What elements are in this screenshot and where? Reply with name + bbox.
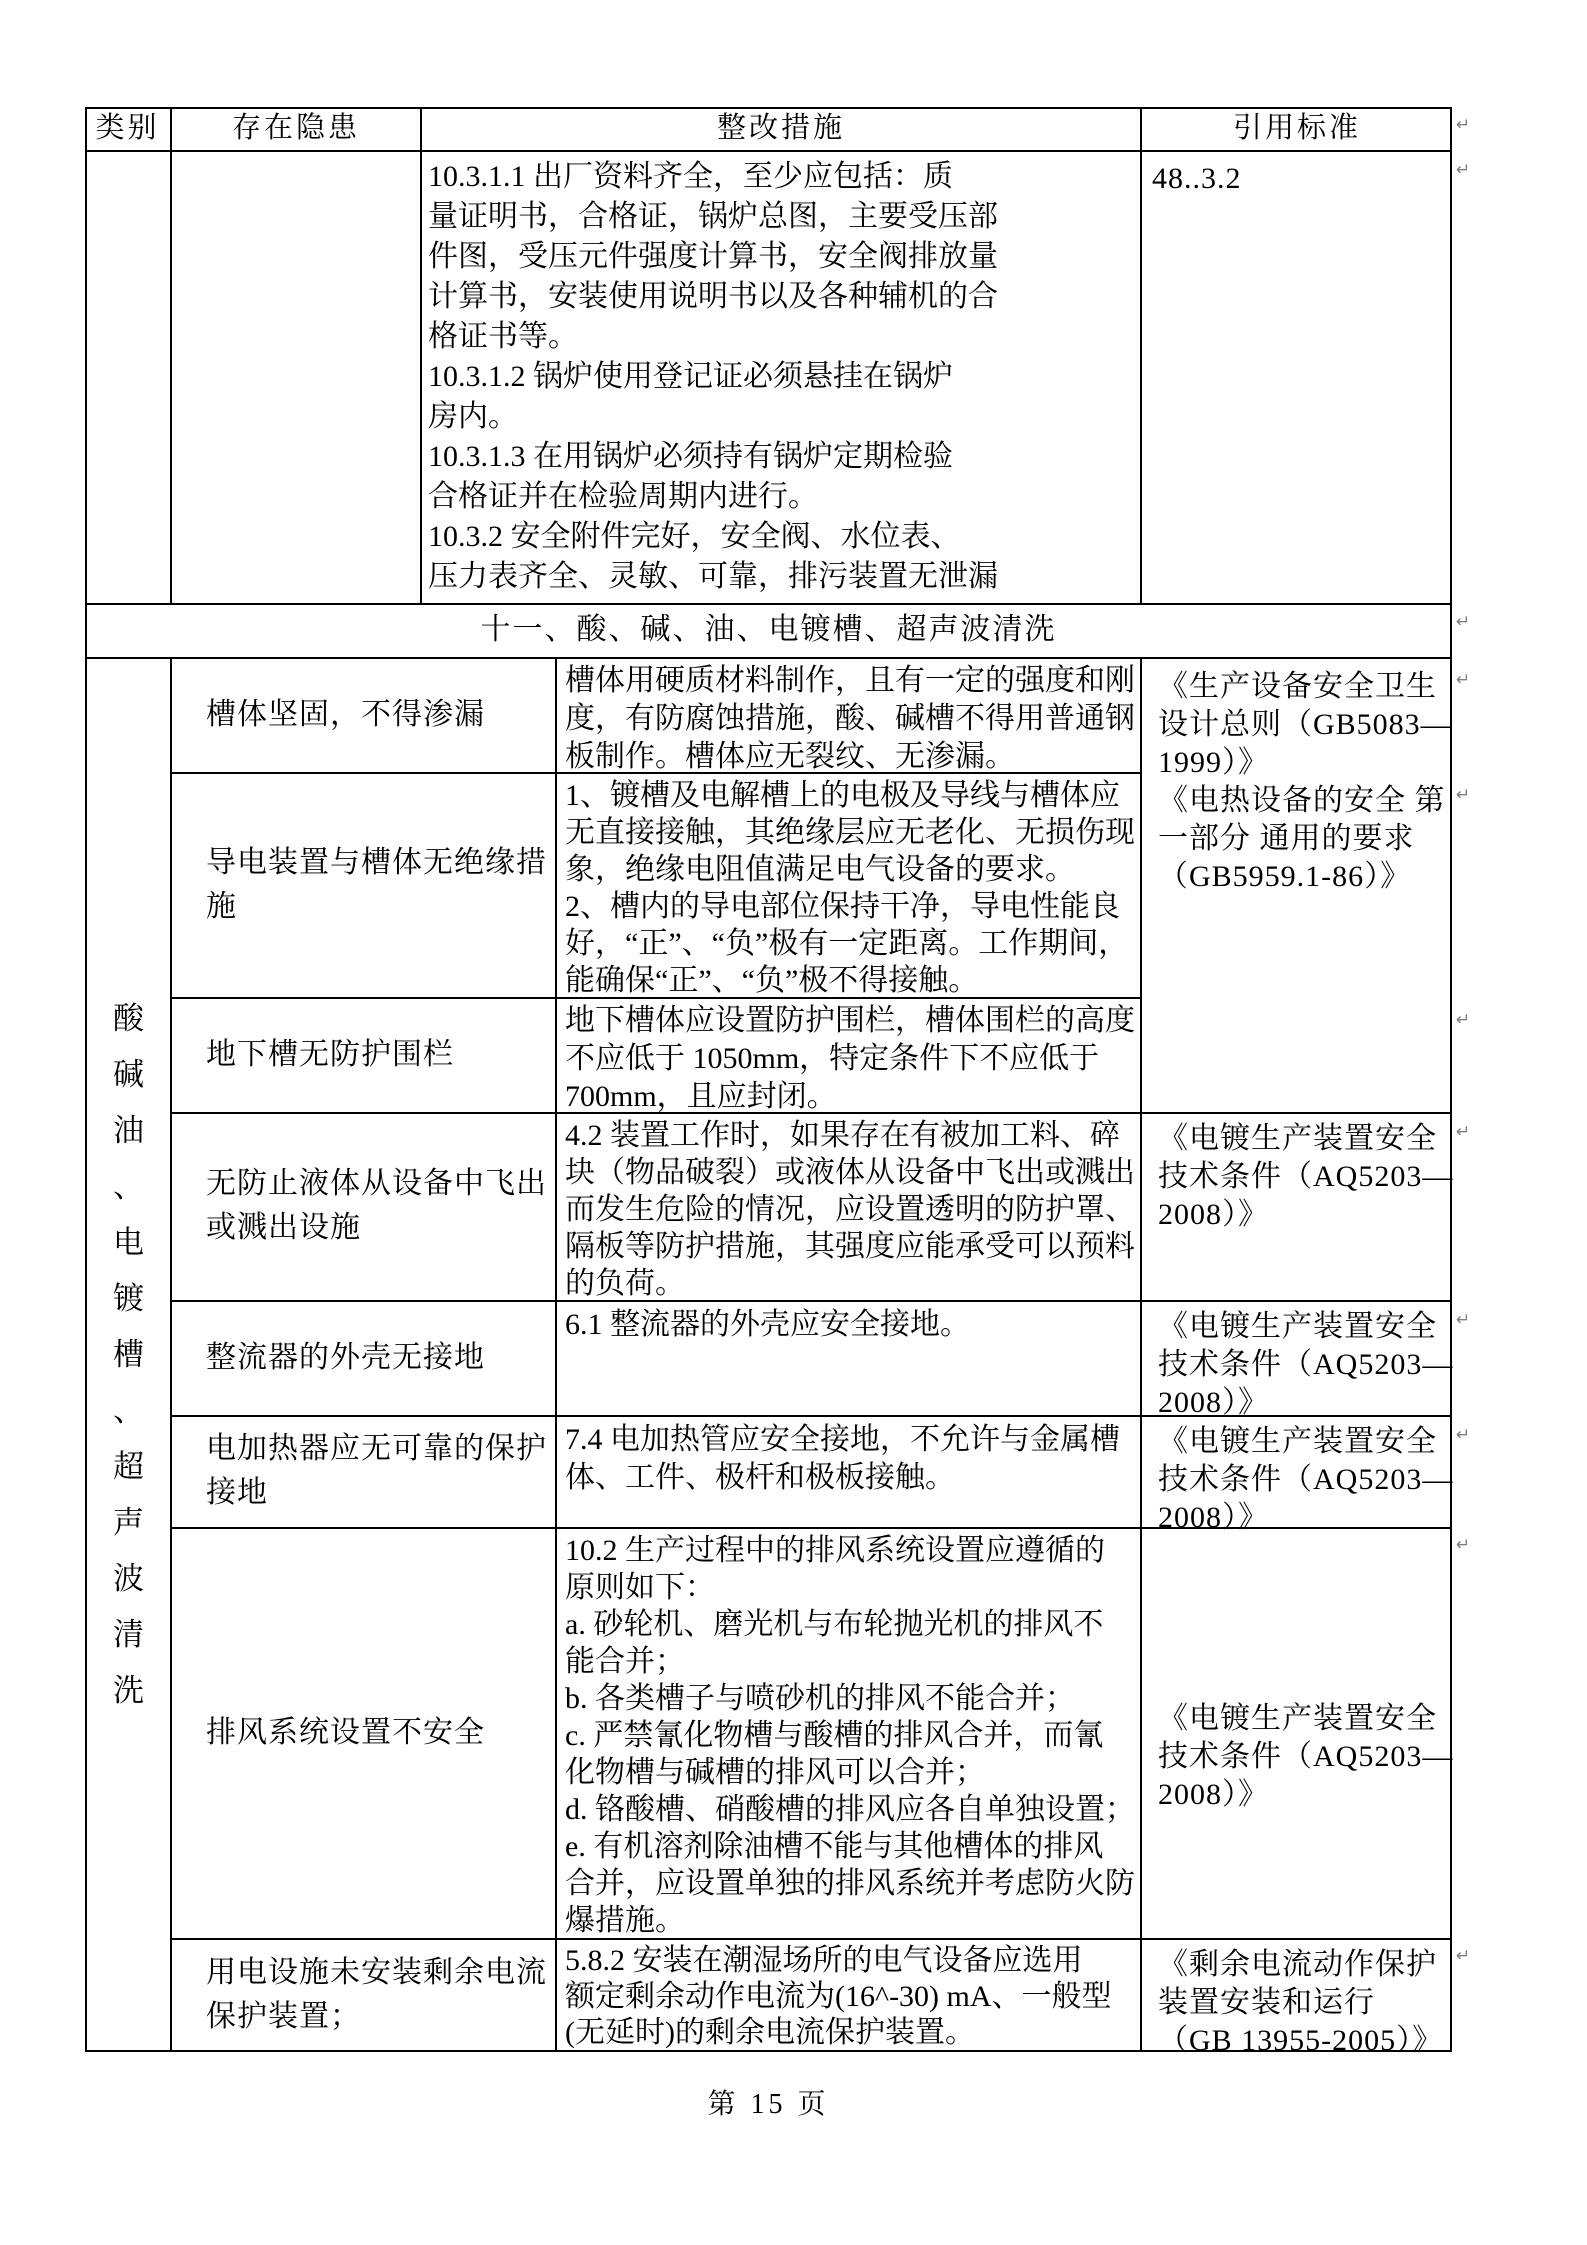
paragraph-mark-icon: ↵ (1456, 670, 1471, 690)
standard-cell (1158, 1700, 1454, 1814)
measure-cell (565, 777, 1137, 999)
standard-cell (1158, 1946, 1448, 2060)
standard-text: 《生产设备安全卫生 设计总则（GB5083— 1999）》 《电热设备的安全 第 一部分 通用的要求 （GB5959.1-86）》 (1158, 670, 1452, 893)
measure-cell (565, 662, 1137, 776)
hazard-text: 用电设施未安装剩余电流 保护装置； (206, 1956, 547, 2033)
measure-text: 7.4 电加热管应安全接地，不允许与金属槽 体、工件、极杆和极板接触。 (565, 1423, 1120, 1494)
measure-text: 槽体用硬质材料制作，且有一定的强度和刚 度，有防腐蚀措施，酸、碱槽不得用普通钢 板制作。槽体应无裂纹、无渗漏。 (565, 664, 1135, 773)
measure-text: 10.3.1.1 出厂资料齐全，至少应包括：质 量证明书，合格证，锅炉总图，主要受压部 件图，受压元件强度计算书，安全阀排放量 计算书，安装使用说明书以及各种辅机的合 格证书等。 10.3.1.2 锅炉使用登记证必须悬挂在锅炉 房内。 10.3.1.3 在用锅炉必须持有锅炉定期检验 合格证并在检验周期内进行。 10.3.2 安全附件完好，安全阀、水位表、 压力表齐全、灵敏、可靠，排污装置无泄漏 (428, 160, 998, 593)
hazard-cell (206, 1300, 551, 1415)
column-header-category: 类别 (95, 112, 160, 144)
measure-cell-boiler (428, 157, 1138, 597)
hazard-text: 导电装置与槽体无绝缘措 施 (206, 845, 547, 923)
standard-text: 48..3.2 (1152, 162, 1242, 195)
paragraph-mark-icon: ↵ (1456, 1122, 1471, 1142)
column-header-measure: 整改措施 (716, 112, 845, 144)
hazard-text: 整流器的外壳无接地 (206, 1340, 485, 1374)
hazard-text: 电加热器应无可靠的保护 接地 (206, 1432, 547, 1509)
grid-line (420, 107, 422, 603)
hazard-text: 槽体坚固，不得渗漏 (206, 697, 485, 731)
hazard-cell (206, 1415, 551, 1527)
measure-text: 5.8.2 安装在潮湿场所的电气设备应选用 额定剩余动作电流为(16^-30) mA、一般型 (无延时)的剩余电流保护装置。 (565, 1944, 1112, 2049)
paragraph-mark-icon: ↵ (1456, 1310, 1471, 1330)
standard-cell (1158, 1423, 1454, 1537)
grid-line (170, 107, 172, 603)
page-number: 第 15 页 (707, 2089, 830, 2120)
measure-text: 地下槽体应设置防护围栏，槽体围栏的高度 不应低于 1050mm，特定条件下不应低于 700mm，且应封闭。 (565, 1004, 1135, 1113)
grid-line (555, 657, 557, 2052)
measure-text: 10.2 生产过程中的排风系统设置应遵循的 原则如下： a. 砂轮机、磨光机与布轮抛光机的排风不 能合并； b. 各类槽子与喷砂机的排风不能合并； c. 严禁氰化物槽与酸槽的排风合并，而氰 化物槽与碱槽的排风可以合并； d. 铬酸槽、硝酸槽的排风应各自单独设置； e. 有机溶剂除油槽不能与其他槽体的排风 合并，应设置单独的排风系统并考虑防火防 爆措施。 (565, 1534, 1135, 1937)
standard-text: 《电镀生产装置安全 技术条件（AQ5203— 2008）》 (1158, 1310, 1454, 1419)
standard-text: 《电镀生产装置安全 技术条件（AQ5203— 2008）》 (1158, 1122, 1454, 1231)
measure-cell (565, 1306, 1137, 1344)
measure-cell (565, 1532, 1137, 1939)
hazard-cell (206, 657, 551, 772)
measure-cell (565, 1421, 1137, 1497)
measure-cell (565, 1943, 1137, 2051)
paragraph-mark-icon: ↵ (1456, 160, 1471, 180)
hazard-text: 地下槽无防护围栏 (206, 1037, 454, 1071)
standard-cell (1158, 1120, 1454, 1234)
hazard-text: 排风系统设置不安全 (206, 1715, 485, 1749)
paragraph-mark-icon: ↵ (1456, 1535, 1471, 1555)
column-header-hazard: 存在隐患 (231, 112, 360, 144)
paragraph-mark-icon: ↵ (1456, 115, 1471, 135)
measure-cell (565, 1002, 1137, 1116)
grid-line (1140, 107, 1142, 603)
category-cell-vertical (85, 657, 172, 2052)
standard-cell-merged (1158, 668, 1452, 896)
hazard-cell (206, 1938, 551, 2052)
paragraph-mark-icon: ↵ (1456, 1425, 1471, 1445)
grid-line (85, 150, 1452, 152)
measure-cell (565, 1117, 1137, 1302)
category-text: 酸 碱 油 、 电 镀 槽 、 超 声 波 清 洗 (113, 1000, 144, 1708)
paragraph-mark-icon: ↵ (1456, 1946, 1471, 1966)
measure-text: 1、镀槽及电解槽上的电极及导线与槽体应 无直接接触，其绝缘层应无老化、无损伤现 象，绝缘电阻值满足电气设备的要求。 2、槽内的导电部位保持干净，导电性能良 好，“正”、“负”极有一定距离。工作期间， 能确保“正”、“负”极不得接触。 (565, 779, 1135, 997)
standard-cell-boiler (1152, 160, 1442, 198)
standard-text: 《电镀生产装置安全 技术条件（AQ5203— 2008）》 (1158, 1425, 1454, 1534)
standard-cell (1158, 1308, 1454, 1422)
standard-text: 《电镀生产装置安全 技术条件（AQ5203— 2008）》 (1158, 1702, 1454, 1811)
hazard-cell (206, 997, 551, 1112)
column-header-standard: 引用标准 (1232, 112, 1361, 144)
paragraph-mark-icon: ↵ (1456, 612, 1471, 632)
grid-line (1140, 657, 1142, 2052)
hazard-cell (206, 1527, 551, 1938)
hazard-cell (206, 1112, 551, 1300)
paragraph-mark-icon: ↵ (1456, 1010, 1471, 1030)
section-title: 十一、酸、碱、油、电镀槽、超声波清洗 (480, 613, 1057, 646)
hazard-cell (206, 772, 551, 997)
measure-text: 6.1 整流器的外壳应安全接地。 (565, 1308, 970, 1341)
standard-text: 《剩余电流动作保护 装置安装和运行 （GB 13955-2005）》 (1158, 1948, 1444, 2057)
hazard-text: 无防止液体从设备中飞出 或溅出设施 (206, 1167, 547, 1244)
measure-text: 4.2 装置工作时，如果存在有被加工料、碎 块（物品破裂）或液体从设备中飞出或溅出 而发生危险的情况，应设置透明的防护罩、 隔板等防护措施，其强度应能承受可以预料 的负荷。 (565, 1119, 1135, 1300)
paragraph-mark-icon: ↵ (1456, 785, 1471, 805)
